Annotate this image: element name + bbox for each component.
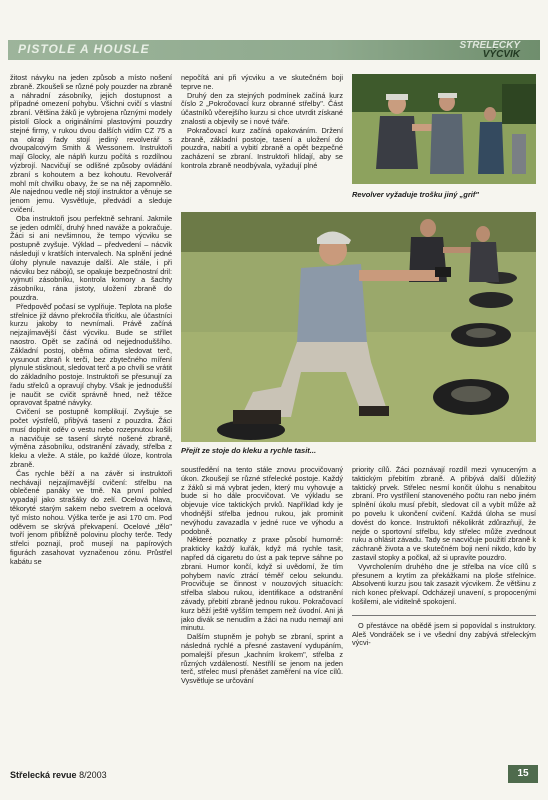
paragraph: Cvičení se postupně komplikují. Zvyšuje se počet výstřelů, přibývá tasení z pouzdra. Žáci musí doplnit oděv o vestu nebo rozepnutou košili a nacvičuje se tasení skryté nošené zbraně, výměna zásobníku, odstranění závady, střelba z kleku a vleže. A stále, po každé úloze, kontrola zbraně. [10, 407, 172, 470]
section-title-right [459, 41, 520, 59]
photo-kneeling-image [181, 212, 536, 442]
sidebar-box-text: O přestávce na obědě jsem si popovídal s instruktory. Aleš Vondráček se i ve všední dny zabývá střeleckým výcvi- [352, 615, 536, 648]
photo-revolver-shooters [352, 74, 536, 184]
text-column-3 [181, 466, 343, 762]
paragraph: Čas rychle běží a na závěr si instruktoři nechávají nejzajímavější cvičení: střelbu na oblečené panáky ve tmě. Na první pohled vypadají jako strašáky do zelí. Ocelová hlava, těkoryté starým sakem nebo svetrem a ocelová tyč místo nohou. Výška terče je asi 170 cm. Pod oděvem se skrývá překvapení. Ocelové „tělo" tvoří jenom přibližně polovinu plochy terče. Tedy střelci poznají, proč musejí na papírových figurách zasahovat vyznačenou zónu. Průstřel kabátu se [10, 468, 172, 566]
paragraph: soustředění na tento stále znovu procvičovaný úkon. Zkoušejí se různé střelecké postoje. Každý z žáků si má vybrat jeden, který mu vyhovuje a bude si ho dále procvičovat. Ve výkladu se objevuje více taktických prvků. Například kdy je vhodnější střelba jednou rukou, jak prominit nevýhodu zavazadla v jedné ruce ve výhodu a podobně. [181, 466, 343, 536]
section-title-right-top: STŘELECKÝ [459, 40, 520, 51]
footer-magazine [10, 770, 107, 780]
paragraph: Vyvrcholením druhého dne je střelba na více cílů s přesunem a krytím za překážkami na ploše střelnice. Absolventi kurzu jsou tak zasazit výcvikem. Že většinu z nich konec překvapí. Odcházejí unavení, s propocenými košilemi, ale viditelně spokojení. [352, 561, 536, 606]
paragraph: Pokračovací kurz začíná opakováním. Držení zbraně, základní postoje, tasení a uložení do pouzdra, nabití a vybití zbraně a opět bezpečné zacházení se zbraní. Instruktoři hlídají, aby se kontrola zbraně neodbývala, vyžadují plné [181, 125, 343, 170]
section-title-left: PISTOLE A HOUSLE [18, 42, 150, 56]
issue-number: 8/2003 [79, 770, 107, 780]
paragraph: žitost návyku na jeden způsob a místo nošení zbraně. Zkoušeli se různé poly pouzder na zbraně a náhradní zásobníky, jejich dostupnost a případné omezení pohybu. Všichni cvičí s vlastní zbraní. Většina žáků je vybrojena různými modely pistolí Glock a originálními plastovými pouzdry stejné firmy, v rukou dvou dalších vidím CZ 75 a na okraji řady stojí jediný revolverář s dvoupalcovým Smith & Wessonem. Instruktoři mají Glocky, ale náplň kurzu počítá s rozdílnou výzbrojí. Nacvičují se odlišné způsoby ovládání zbraní s kohoutem a bez kohoutu. Revolverář mohl mít chvilku obavy, že se na něj zapomnělo. Ale najednou vedle něj stojí instruktor a věnuje se jenom jemu. Vysvětluje, předvádí a sleduje cvičení. [10, 74, 172, 214]
paragraph: Dalším stupněm je pohyb se zbraní, sprint a následná rychlé a přesné zastavení vydupáním, pomalejší přesun „kachním krokem", střelba z různých vzdáleností. Nestřílí se jenom na jeden terč, střelec musí přenášet zaměření na více cílů. Vysvětluje se určování [181, 632, 343, 686]
section-header-bar [8, 40, 540, 60]
paragraph: Předpověď počasí se vyplňuje. Teplota na ploše střelnice již dávno překročila třicítku, ale účastníci kurzu jakoby to nevnímali. Právě začíná nejzajímavější část výcviku. Bude se střílet naostro. Opět se začíná od nejjednoduššího. Základní postoj, oběma očima sledovat terč, vysunout zbraň k terči, bez zbytečného míření plynule stisknout, sledovat terč a po chvíli se vrátit do základního postoje. Instruktoři se přesunují za řadu střelců a opravují chyby. Však je jednodušší je naučit se cvičit správně hned, než těžce opravovat špatné návyky. [10, 301, 172, 408]
paragraph: Oba instruktoři jsou perfektně sehraní. Jakmile se jeden odmlčí, druhý hned naváže a pokračuje. Žáci si ani nevšimnou, že tempo výcviku se postupně zvyšuje. Výklad – předvedení – nácvik následují v kratších intervalech. Na splnění jedné úlohy plynule navazuje další. Ale stále, i při nácviku bez nábojů, se opakuje bezpečnostní dril: vyjmutí zásobníku, kontrola komory a šachty zásobníku, rána jistoty, uložení zbraně do pouzdra. [10, 213, 172, 302]
photo-revolver-image [352, 74, 536, 184]
magazine-name: Střelecká revue [10, 770, 77, 780]
text-column-4 [352, 466, 536, 762]
text-column-1 [10, 74, 172, 762]
paragraph: Druhý den za stejných podmínek začíná kurz číslo 2 „Pokročovací kurz obranné střelby". Část účastníků včerejšího kurzu si chce utvrdit získané znalosti a objevily se i nové tváře. [181, 90, 343, 126]
page-number: 15 [508, 765, 538, 783]
section-title-right-bottom: VÝCVIK [482, 49, 520, 60]
paragraph: nepočítá ani při výcviku a ve skutečném boji teprve ne. [181, 74, 343, 91]
photo-caption-revolver: Revolver vyžaduje trošku jiný „grif" [352, 190, 479, 199]
paragraph: priority cílů. Žáci poznávají rozdíl mezi vynuceným a taktickým přebitím zbraně. A přibývá další důležitý taktický prvek. Střelec nesmí končit úlohu s nenabitou zbraní. Pro vystřílení stanoveného počtu ran nebo jiném splnění úkolu musí přebít, sledovat cíl a vybít může až po povelu k ukončení cvičení. Každá úloha se musí dovést do konce. Instruktoři několikrát zdůrazňují, že nejde o sportovní střelbu, kdy střelec může zvednout ruku a ohlásit závadu. Tady se nacvičuje použití zbraně k záchraně života a ve skutečném boji není nikdo, kdo by zastavil stopky a počkal, až si upravíte pouzdro. [352, 466, 536, 562]
paragraph: Některé poznatky z praxe působí humorně: prakticky každý kuřák, když má rychle tasit, napřed dá cigaretu do úst a pak teprve sáhne po zbrani. Humor končí, když si uvědomí, že tím pohybem navíc ztrácí téměř celou sekundu. Procvičuje se činnost v nouzových situacích: střelba slabou rukou, identifikace a odstranění závady, přebití zbraně jednou rukou. Pokračovací kurz běží ještě vyšším tempem než úvodní. Ani já jako divák se nenudím a žáci na nudu nemají ani minutu. [181, 535, 343, 633]
photo-caption-kneeling: Přejít ze stoje do kleku a rychle tasit... [181, 446, 317, 455]
photo-kneeling-shooter [181, 212, 536, 442]
